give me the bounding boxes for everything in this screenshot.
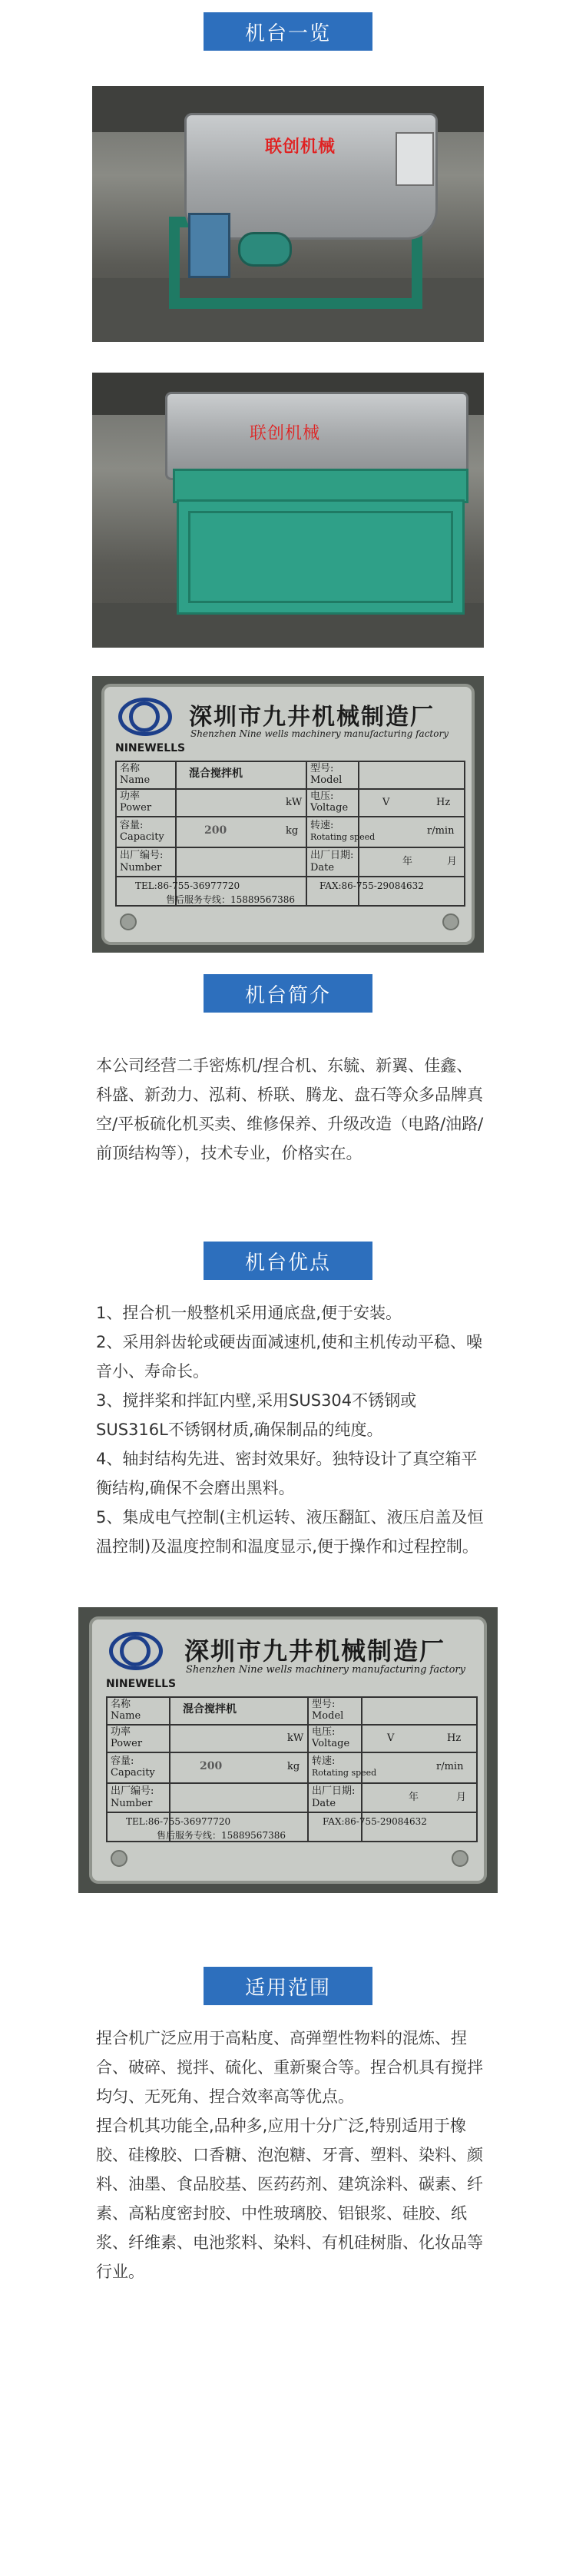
scope-paragraph: 捏合机其功能全,品种多,应用十分广泛,特别适用于橡胶、硅橡胶、口香糖、泡泡糖、牙膏、塑料、染料、颜料、油墨、食品胶基、医药药剂、建筑涂料、碳素、纤素、高粘度密封胶、中性玻璃胶、铝银浆、硅胶、纸浆、纤维素、电池浆料、染料、有机硅树脂、化妆品等行业。 [96, 2117, 483, 2281]
advantage-item: 4、轴封结构先进、密封效果好。独特设计了真空箱平衡结构,确保不会磨出黑料。 [96, 1450, 478, 1497]
nameplate-photo-2: NINEWELLS 深圳市九井机械制造厂 Shenzhen Nine wells machinery manufacturing factory 名称 Name 混合搅拌机 型号: Model 功率 Power kW 电压: Voltage V Hz 容量: Capacity 200 kg 转速: Rotating speed r/min 出厂编号: Number 出厂日期: Date 年 月 TEL:86-755-36977720 FAX:86-755-29084632 售后服务专线：15889567386 [78, 1607, 498, 1893]
name-label: 名称 [120, 763, 141, 774]
name-value: 混合搅拌机 [189, 767, 243, 780]
advantage-item: 3、搅拌桨和拌缸内壁,采用SUS304不锈钢或SUS316L不锈钢材质,确保制品的纯度。 [96, 1391, 417, 1439]
section-title-scope: 适用范围 [204, 1967, 372, 2005]
machine-1-label: 联创机械 [265, 137, 336, 157]
section-title-advantages: 机台优点 [204, 1242, 372, 1280]
nameplate-photo-1: NINEWELLS 深圳市九井机械制造厂 Shenzhen Nine wells machinery manufacturing factory 名称 Name 混合搅拌机 型号: Model 功率 Power kW 电压: Voltage V Hz 容量: Capacity 200 kg 转速: Rotating speed r/min 出厂编号: Number 出厂日期: Date 年 月 TEL:86-755-36977720 FAX:86-755-29084632 售后服务专线：15889567386 [92, 676, 484, 953]
advantage-item: 1、捏合机一般整机采用通底盘,便于安装。 [96, 1304, 402, 1322]
scope-paragraph: 捏合机广泛应用于高粘度、高弹塑性物料的混炼、捏合、破碎、搅拌、硫化、重新聚合等。捏合机具有搅拌均匀、无死角、捏合效率高等优点。 [96, 2029, 483, 2106]
intro-text: 本公司经营二手密炼机/捏合机、东毓、新翼、佳鑫、科盛、新劲力、泓莉、桥联、腾龙、盘石等众多品牌真空/平板硫化机买卖、维修保养、升级改造（电路/油路/前顶结构等），技术专业，价格实在。 [96, 1056, 484, 1162]
nameplate-fax: FAX:86-755-29084632 [319, 880, 424, 891]
rivet-icon [120, 913, 137, 930]
rivet-icon [111, 1850, 127, 1867]
nameplate-service: 售后服务专线：15889567386 [166, 894, 295, 905]
nameplate-factory-cn: 深圳市九井机械制造厂 [189, 704, 435, 731]
scope-text [96, 2024, 488, 2286]
rivet-icon [452, 1850, 468, 1867]
section-title-overview: 机台一览 [204, 12, 372, 51]
rivet-icon [442, 913, 459, 930]
nameplate-brand: NINEWELLS [115, 742, 186, 754]
machine-photo-2 [92, 373, 484, 648]
advantages-list [96, 1298, 488, 1561]
advantage-item: 2、采用斜齿轮或硬齿面减速机,使和主机传动平稳、噪音小、寿命长。 [96, 1333, 483, 1381]
nameplate-tel: TEL:86-755-36977720 [135, 880, 240, 891]
machine-2-label: 联创机械 [250, 424, 321, 443]
machine-photo-1 [92, 86, 484, 342]
advantage-item: 5、集成电气控制(主机运转、液压翻缸、液压启盖及恒温控制)及温度控制和温度显示,便于操作和过程控制。 [96, 1508, 484, 1556]
section-title-intro: 机台简介 [204, 974, 372, 1013]
nameplate-factory-en: Shenzhen Nine wells machinery manufacturing factory [190, 728, 449, 739]
